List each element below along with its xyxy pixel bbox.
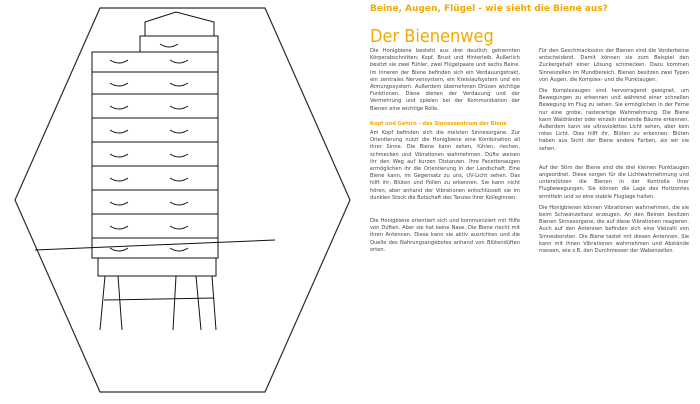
section-header	[370, 4, 690, 22]
hive-box-7-handle-right	[170, 202, 188, 205]
hive-box-1-handle-left	[110, 60, 128, 63]
right-paragraph-3: Auf der Stirn der Biene sind die drei kleinen Punktaugen angeordnet. Diese sorgen für die Lichtwahrnehmung und unterstützen die Bienen in der Kontrolle ihrer Flugbewegungen. Sie können die Lage des Horizontes ermitteln und so eine stabile Fluglage halten.	[539, 164, 689, 200]
hive-box-4-handle-right	[170, 130, 188, 133]
hive-stand-crossbar	[104, 298, 214, 300]
hive-box-3-handle-left	[110, 106, 128, 109]
ground-line	[35, 240, 275, 250]
hive-box-2-handle-left	[110, 83, 128, 86]
hive-box-2-handle-right	[170, 83, 188, 86]
right-paragraph-1: Für den Geschmackssinn der Bienen sind die Vorderbeine entscheidend. Damit können sie zum Beispiel den Zuckergehalt einer Lösung schmecken. Dazu kommen Sinneszellen im Mundbereich. Bienen besitzen zwei Typen von Augen, die Komplex- und die Punktaugen.	[539, 48, 689, 83]
hive-box-8-handle-left	[110, 226, 128, 229]
left-subheading: Kopf und Gehirn - das Sinneszentrum der Biene	[370, 120, 507, 127]
hive-box-4-handle-left	[110, 130, 128, 133]
left-paragraph-2: Am Kopf befinden sich die meisten Sinnesorgane. Zur Orientierung nutzt die Honigbiene eine Kombination all ihrer Sinne. Die Biene kann sehen, fühlen, riechen, schmecken und Vibrationen wahrnehmen. Düfte weisen ihr den Weg auf kurzen Distanzen. Ihre Facettenaugen ermöglichen ihr die Orientierung in der Landschaft. Eine Biene kann, im Gegensatz zu uns, UV-Licht sehen. Das hilft ihr, Blüten und Pollen zu erkennen. Sie kann nicht hören, aber anhand der Vibrationen entschlüsselt sie im dunklen Stock die Botschaft des Tanzes ihrer Kolleginnen.	[370, 130, 520, 201]
hive-body	[92, 12, 218, 258]
hive-roof	[145, 12, 214, 36]
page-title: Der Bienenweg	[370, 26, 494, 47]
header-title: Beine, Augen, Flügel - wie sieht die Biene aus?	[370, 4, 608, 14]
hive-bottom-handle-left	[110, 248, 128, 251]
hive-stand	[98, 258, 216, 330]
hexagon-outline	[15, 8, 350, 392]
hive-top-handle	[160, 44, 178, 47]
hive-stand-leg-1	[100, 276, 105, 330]
hive-box-1	[92, 52, 218, 72]
hive-stand-leg-5	[212, 276, 216, 330]
right-paragraph-2: Die Komplexaugen sind hervorragend geeignet, um Bewegungen zu erkennen und während einer schnellen Bewegung im Flug zu sehen. Sie ermöglichen in der Ferne nur eine grobe, rasterartige Wahrnehmung. Die Biene kann Waldränder oder einzeln stehende Bäume erkennen. Außerdem kann sie ultraviolettes Licht sehen, aber kein rotes Licht. Dies hilft ihr, Blüten zu erkennen. Blüten haben aus Sicht der Biene andere Farben, als wir sie sehen.	[539, 88, 689, 152]
hive-box-6-handle-right	[170, 178, 188, 181]
hive-top-box	[140, 36, 218, 52]
right-paragraph-4: Die Honigbienen können Vibrationen wahrnehmen, die sie beim Schwänzeltanz erzeugen. An den Beinen besitzen Bienen Sinnesorgane, die auf diese Vibrationen reagieren. Auch auf den Antennen befinden sich eine Vielzahl von Sinnesborsten. Die Biene tastet mit diesen Antennen. Sie kann mit ihnen Vibrationen wahrnehmen und Abstände messen, wie z.B. den Durchmesser der Wabenzellen.	[539, 204, 689, 255]
left-text-column	[370, 48, 520, 258]
hive-stand-leg-2	[118, 276, 122, 330]
hive-box-6-handle-left	[110, 178, 128, 181]
hive-box-5-handle-right	[170, 154, 188, 157]
hive-stand-leg-3	[173, 276, 176, 330]
hive-box-3-handle-right	[170, 106, 188, 109]
hive-bottom-handle-right	[170, 248, 188, 251]
hive-box-8-handle-right	[170, 226, 188, 229]
right-text-column	[539, 48, 689, 259]
left-paragraph-1: Die Honigbiene besteht aus drei deutlich getrennten Körperabschnitten: Kopf, Brust und Hinterleib. Äußerlich besitzt sie zwei Fühler, zwei Flügelpaare und sechs Beine. Im Inneren der Biene befinden sich ein Verdauungstrakt, ein zentrales Nervensystem, ein Kreislaufsystem und ein Atmungssystem. Außerdem übernehmen Drüsen wichtige Funktionen. Diese dienen der Verdauung und der Vermehrung und spielen bei der Kommunikation der Bienen eine wichtige Rolle.	[370, 48, 520, 112]
left-spacer-2	[370, 206, 520, 218]
hive-stand-top	[98, 258, 216, 276]
hive-stand-leg-4	[196, 276, 201, 330]
right-spacer-1	[539, 157, 689, 165]
hive-box-1-handle-right	[170, 60, 188, 63]
hive-box-5-handle-left	[110, 154, 128, 157]
left-paragraph-3: Die Honigbiene orientiert sich und kommuniziert mit Hilfe von Düften. Aber sie hat keine Nase. Die Biene riecht mit ihren Antennen. Diese kann sie aktiv ausrichten und die Quelle des Nahrungsangebotes anhand von Blütendüften orten.	[370, 218, 520, 253]
hive-box-7-handle-left	[110, 202, 128, 205]
